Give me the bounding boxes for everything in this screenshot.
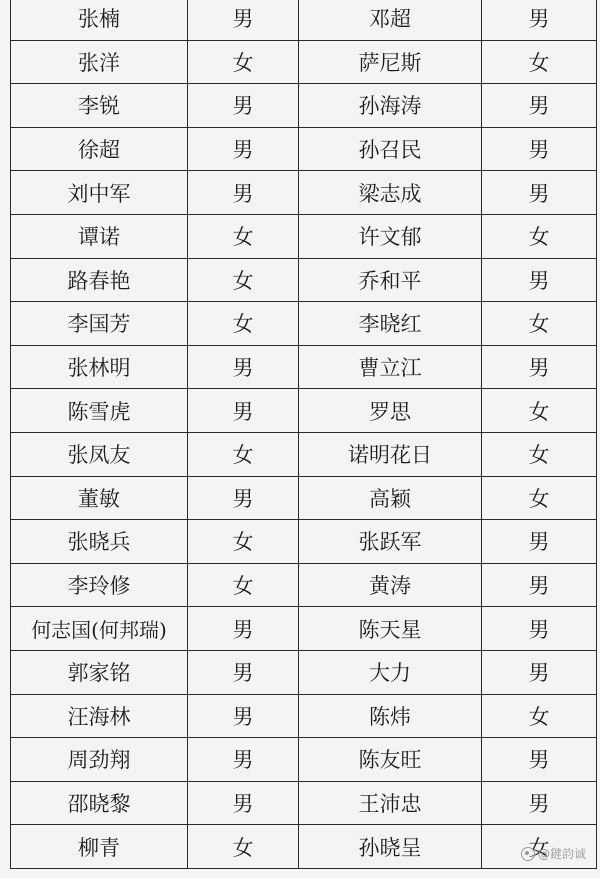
gender-cell-left: 女: [188, 520, 299, 564]
name-cell-left: 董敏: [11, 476, 188, 520]
name-cell-left: 李玲修: [11, 563, 188, 607]
name-cell-right: 萨尼斯: [299, 40, 482, 84]
table-row: [11, 825, 597, 869]
name-cell-left: 张晓兵: [11, 520, 188, 564]
name-cell-right: 王沛忠: [299, 781, 482, 825]
table-row: [11, 258, 597, 302]
table-row: [11, 214, 597, 258]
gender-cell-left: 男: [188, 738, 299, 782]
gender-cell-left: 男: [188, 127, 299, 171]
gender-cell-left: 女: [188, 258, 299, 302]
name-cell-left: 周劲翔: [11, 738, 188, 782]
name-cell-left: 李国芳: [11, 302, 188, 346]
name-cell-left: 张林明: [11, 345, 188, 389]
gender-cell-right: 女: [482, 694, 597, 738]
table-row: [11, 127, 597, 171]
gender-cell-left: 男: [188, 84, 299, 128]
table-row: [11, 0, 597, 40]
gender-cell-left: 女: [188, 432, 299, 476]
name-cell-right: 诺明花日: [299, 432, 482, 476]
table-row: [11, 781, 597, 825]
gender-cell-left: 男: [188, 389, 299, 433]
roster-table-body: [11, 0, 597, 868]
gender-cell-right: 女: [482, 476, 597, 520]
table-row: [11, 563, 597, 607]
gender-cell-right: 男: [482, 0, 597, 40]
gender-cell-right: 女: [482, 40, 597, 84]
name-cell-right: 陈炜: [299, 694, 482, 738]
gender-cell-left: 男: [188, 781, 299, 825]
table-row: [11, 389, 597, 433]
gender-cell-right: 男: [482, 520, 597, 564]
name-cell-left: 路春艳: [11, 258, 188, 302]
table-row: [11, 607, 597, 651]
table-row: [11, 738, 597, 782]
name-cell-left: 张楠: [11, 0, 188, 40]
gender-cell-right: 男: [482, 563, 597, 607]
watermark: [521, 845, 586, 862]
name-cell-right: 孙海涛: [299, 84, 482, 128]
gender-cell-right: 男: [482, 84, 597, 128]
gender-cell-left: 女: [188, 302, 299, 346]
gender-cell-left: 女: [188, 563, 299, 607]
name-cell-left: 邵晓黎: [11, 781, 188, 825]
gender-cell-left: 男: [188, 650, 299, 694]
table-row: [11, 40, 597, 84]
name-cell-right: 曹立江: [299, 345, 482, 389]
name-cell-left: 陈雪虎: [11, 389, 188, 433]
table-row: [11, 694, 597, 738]
name-cell-right: 孙晓呈: [299, 825, 482, 869]
roster-table: [10, 0, 597, 869]
gender-cell-left: 男: [188, 345, 299, 389]
table-row: [11, 520, 597, 564]
name-cell-right: 黄涛: [299, 563, 482, 607]
gender-cell-right: 女: [482, 302, 597, 346]
table-row: [11, 171, 597, 215]
name-cell-left: 汪海林: [11, 694, 188, 738]
name-cell-right: 罗思: [299, 389, 482, 433]
gender-cell-left: 男: [188, 476, 299, 520]
gender-cell-right: 男: [482, 738, 597, 782]
name-cell-left: 张凤友: [11, 432, 188, 476]
name-cell-left: 刘中军: [11, 171, 188, 215]
name-cell-right: 陈友旺: [299, 738, 482, 782]
name-cell-right: 陈天星: [299, 607, 482, 651]
name-cell-right: 李晓红: [299, 302, 482, 346]
table-row: [11, 302, 597, 346]
name-cell-left: 徐超: [11, 127, 188, 171]
name-cell-right: 高颖: [299, 476, 482, 520]
gender-cell-right: 男: [482, 345, 597, 389]
name-cell-right: 大力: [299, 650, 482, 694]
gender-cell-left: 男: [188, 694, 299, 738]
watermark-text: @鍵韵诚: [537, 847, 586, 861]
gender-cell-left: 男: [188, 0, 299, 40]
gender-cell-right: 男: [482, 607, 597, 651]
name-cell-right: 孙召民: [299, 127, 482, 171]
gender-cell-left: 女: [188, 214, 299, 258]
gender-cell-right: 女: [482, 432, 597, 476]
gender-cell-right: 男: [482, 258, 597, 302]
name-cell-left: 何志国(何邦瑞): [11, 607, 188, 651]
table-row: [11, 650, 597, 694]
watermark-logo-icon: [521, 847, 535, 861]
gender-cell-right: 女: [482, 214, 597, 258]
name-cell-left: 李锐: [11, 84, 188, 128]
name-cell-left: 张洋: [11, 40, 188, 84]
table-row: [11, 345, 597, 389]
gender-cell-right: 男: [482, 650, 597, 694]
gender-cell-right: 男: [482, 781, 597, 825]
gender-cell-left: 女: [188, 40, 299, 84]
name-cell-left: 柳青: [11, 825, 188, 869]
name-cell-right: 乔和平: [299, 258, 482, 302]
name-cell-left: 谭诺: [11, 214, 188, 258]
table-row: [11, 84, 597, 128]
gender-cell-right: 男: [482, 171, 597, 215]
gender-cell-left: 男: [188, 171, 299, 215]
gender-cell-right: 女: [482, 825, 597, 869]
name-cell-right: 张跃军: [299, 520, 482, 564]
name-cell-right: 邓超: [299, 0, 482, 40]
table-row: [11, 432, 597, 476]
name-cell-right: 梁志成: [299, 171, 482, 215]
name-cell-left: 郭家铭: [11, 650, 188, 694]
gender-cell-left: 男: [188, 607, 299, 651]
name-cell-right: 许文郁: [299, 214, 482, 258]
gender-cell-left: 女: [188, 825, 299, 869]
table-row: [11, 476, 597, 520]
gender-cell-right: 女: [482, 389, 597, 433]
gender-cell-right: 男: [482, 127, 597, 171]
